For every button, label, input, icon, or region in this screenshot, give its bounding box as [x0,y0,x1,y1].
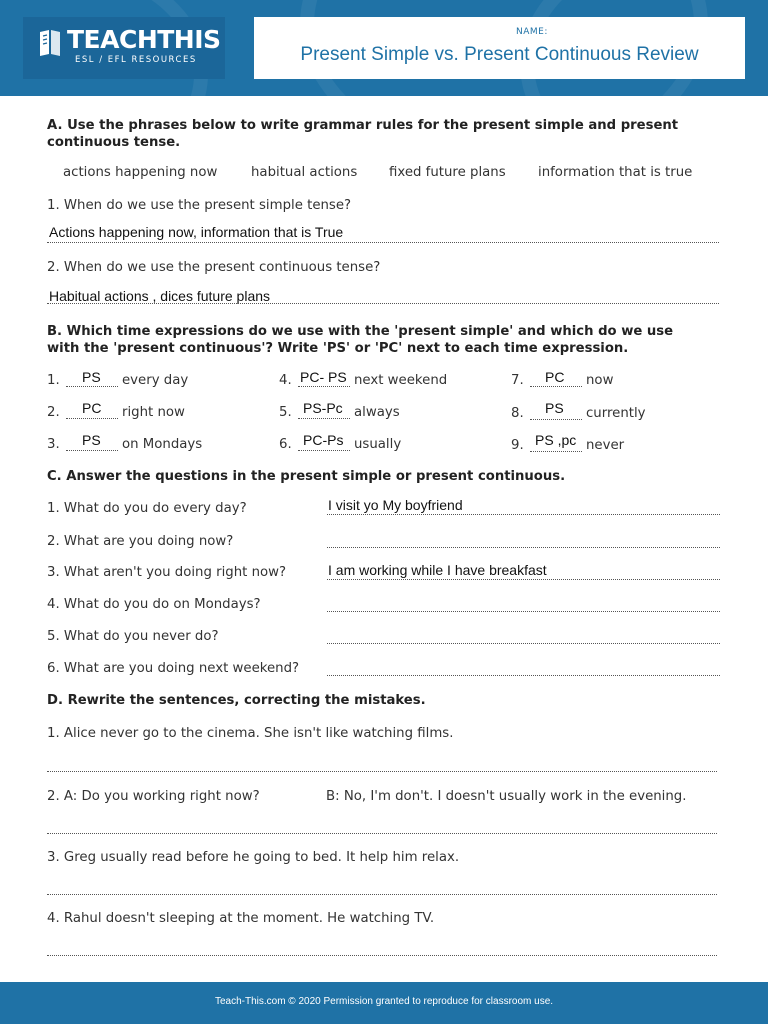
question-c3: 3. What aren't you doing right now? [47,565,287,580]
answer-line[interactable] [47,771,717,772]
answer-b4[interactable]: PC- PS [300,369,347,385]
section-c-heading-text: Answer the questions in the present simple or present continuous. [66,469,566,484]
time-expression: every day [122,373,189,388]
phrase-item: habitual actions [251,165,358,180]
item-number: 3. [47,437,60,452]
time-expression: now [586,373,614,388]
section-b-heading-line1: Which time expressions do we use with the 'present simple' and which do we use [66,324,674,339]
answer-line [298,418,350,419]
item-number: 8. [511,406,524,421]
section-letter: A. [47,118,63,133]
brand-name: TEACHTHIS [67,25,221,54]
answer-line [327,675,720,676]
answer-line [327,547,720,548]
section-a-heading-line2: continuous tense. [47,135,181,150]
answer-line [530,451,582,452]
page-title: Present Simple vs. Present Continuous Review [300,44,699,65]
answer-line [66,450,118,451]
time-expression: always [354,405,400,420]
answer-line [327,579,720,580]
name-label: NAME: [516,27,548,37]
item-number: 7. [511,373,524,388]
answer-b5[interactable]: PS-Pc [303,400,343,416]
answer-line [66,418,118,419]
time-expression: on Mondays [122,437,203,452]
section-b-heading [47,324,673,339]
title-box [254,17,745,79]
answer-b3[interactable]: PS [82,432,101,448]
section-a-heading-line1: Use the phrases below to write grammar rules for the present simple and present [67,118,679,133]
answer-b7[interactable]: PC [545,369,565,385]
phrase-item: information that is true [538,165,693,180]
answer-line [47,303,719,304]
sentence-d1: 1. Alice never go to the cinema. She isn't like watching films. [47,726,454,741]
answer-line [66,386,118,387]
question-c6: 6. What are you doing next weekend? [47,661,300,676]
answer-b8[interactable]: PS [545,400,564,416]
item-number: 4. [279,373,292,388]
phrase-item: fixed future plans [389,165,506,180]
answer-c1[interactable]: I visit yo My boyfriend [328,497,463,513]
section-a-heading [47,118,678,133]
answer-line [47,242,719,243]
answer-line [530,419,582,420]
section-letter: C. [47,469,62,484]
item-number: 1. [47,373,60,388]
answer-line[interactable] [47,955,717,956]
answer-line[interactable] [47,894,717,895]
logo [23,17,225,79]
item-number: 9. [511,438,524,453]
answer-line [327,643,720,644]
answer-a1[interactable]: Actions happening now, information that is True [49,224,344,240]
answer-c3[interactable]: I am working while I have breakfast [328,562,547,578]
brand-tagline: ESL / EFL RESOURCES [75,55,197,65]
answer-line [327,611,720,612]
answer-line [298,450,350,451]
question-a1: 1. When do we use the present simple tense? [47,198,352,213]
answer-b6[interactable]: PC-Ps [303,432,344,448]
answer-a2[interactable]: Habitual actions , dices future plans [49,288,271,304]
answer-b2[interactable]: PC [82,400,102,416]
section-letter: D. [47,693,63,708]
question-a2: 2. When do we use the present continuous tense? [47,260,381,275]
sentence-d2b: B: No, I'm don't. I doesn't usually work in the evening. [326,789,687,804]
item-number: 2. [47,405,60,420]
time-expression: currently [586,406,646,421]
section-d-heading [47,693,426,708]
item-number: 6. [279,437,292,452]
answer-b9[interactable]: PS ,pc [535,432,577,448]
footer-banner [0,982,768,1024]
header-banner [0,0,768,96]
answer-line [327,514,720,515]
answer-b1[interactable]: PS [82,369,101,385]
answer-line[interactable] [47,833,717,834]
section-b-heading-line2: with the 'present continuous'? Write 'PS' or 'PC' next to each time expression. [47,341,629,356]
item-number: 5. [279,405,292,420]
section-letter: B. [47,324,63,339]
sentence-d3: 3. Greg usually read before he going to bed. It help him relax. [47,850,460,865]
time-expression: usually [354,437,402,452]
time-expression: right now [122,405,185,420]
book-icon [37,28,63,58]
question-c1: 1. What do you do every day? [47,501,247,516]
phrase-item: actions happening now [63,165,218,180]
section-d-heading-text: Rewrite the sentences, correcting the mistakes. [67,693,426,708]
question-c5: 5. What do you never do? [47,629,219,644]
answer-line [530,386,582,387]
time-expression: never [586,438,625,453]
sentence-d4: 4. Rahul doesn't sleeping at the moment. He watching TV. [47,911,435,926]
section-c-heading [47,469,565,484]
time-expression: next weekend [354,373,448,388]
sentence-d2a: 2. A: Do you working right now? [47,789,260,804]
question-c4: 4. What do you do on Mondays? [47,597,261,612]
copyright-text: Teach-This.com © 2020 Permission granted to reproduce for classroom use. [214,996,554,1007]
answer-line [298,386,350,387]
question-c2: 2. What are you doing now? [47,534,234,549]
